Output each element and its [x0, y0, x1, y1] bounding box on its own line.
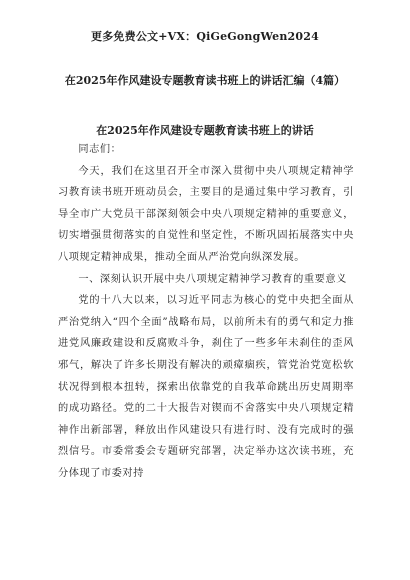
speech-title: 在2025年作风建设专题教育读书班上的讲话: [96, 124, 314, 137]
section-heading-1: 一、深刻认识开展中央八项规定精神学习教育的重要意义: [78, 273, 347, 285]
document-body: [58, 139, 354, 485]
body-paragraph-2: 党的十八大以来，以习近平同志为核心的党中央把全面从严治党纳入“四个全面”战略布局，以前所未有的勇气和定力推进党风廉政建设和反腐败斗争，刹住了一些多年未刹住的歪风邪气，解决了许多长期没有解决的顽瘴痼疾，管党治党宽松软状况得到根本扭转，探索出依靠党的自我革命跳出历史周期率的成功路径。党的二十大报告对锲而不舍落实中央八项规定精神作出新部署，释放出作风建设只有进行时、没有完成时的强烈信号。市委常委会专题研究部署，决定举办这次读书班，充分体现了市委对持: [58, 295, 354, 479]
document-title: 在2025年作风建设专题教育读书班上的讲话汇编（4篇）: [64, 74, 346, 87]
greeting: 同志们：: [78, 144, 122, 155]
body-paragraph-1: 今天，我们在这里召开全市深入贯彻中央八项规定精神学习教育读书班开班动员会，主要目的是通过集中学习教育，引导全市广大党员干部深刻领会中央八项规定精神的重要意义，切实增强贯彻落实的自觉性和坚定性，不断巩固拓展落实中央八项规定精神成果，推动全面从严治党向纵深发展。: [58, 165, 354, 263]
watermark-text: 更多免费公文+VX：QiGeGongWen2024: [91, 30, 319, 43]
